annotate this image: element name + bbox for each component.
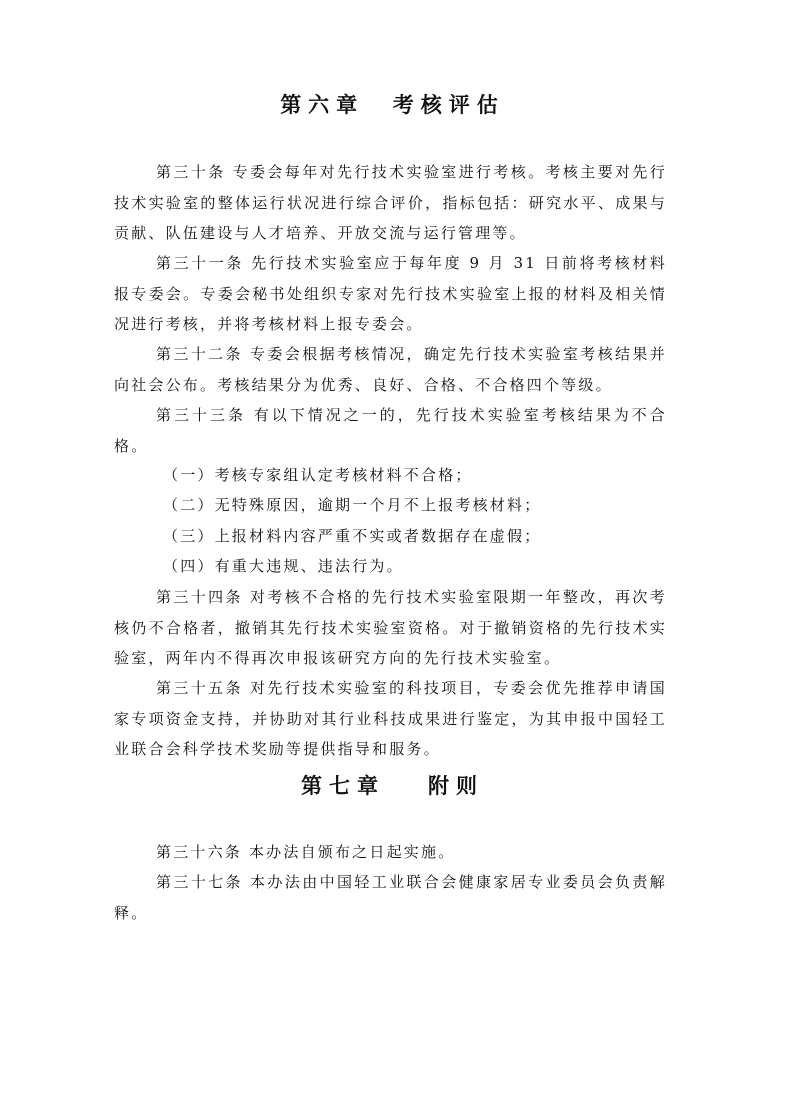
article-32: 第三十二条 专委会根据考核情况，确定先行技术实验室考核结果并向社会公布。考核结果分为优秀、良好、合格、不合格四个等级。 [114,345,667,394]
article-36: 第三十六条 本办法自颁布之日起实施。 [156,843,456,861]
article-30: 第三十条 专委会每年对先行技术实验室进行考核。考核主要对先行技术实验室的整体运行状况进行综合评价，指标包括：研究水平、成果与贡献、队伍建设与人才培养、开放交流与运行管理等。 [114,163,667,242]
article-33-item-1: （一）考核专家组认定考核材料不合格； [163,466,473,484]
article-33: 第三十三条 有以下情况之一的，先行技术实验室考核结果为不合格。 [114,406,667,455]
chapter-7-title: 第七章 附则 [301,774,484,798]
article-35: 第三十五条 对先行技术实验室的科技项目，专委会优先推荐申请国家专项资金支持，并协助对其行业科技成果进行鉴定，为其申报中国轻工业联合会科学技术奖励等提供指导和服务。 [114,679,667,758]
article-33-item-2: （二）无特殊原因，逾期一个月不上报考核材料； [163,496,542,514]
chapter-6-title: 第六章 考核评估 [280,93,505,117]
article-33-item-4: （四）有重大违规、违法行为。 [163,557,404,575]
article-37: 第三十七条 本办法由中国轻工业联合会健康家居专业委员会负责解释。 [114,873,667,922]
article-33-item-3: （三）上报材料内容严重不实或者数据存在虚假； [163,527,542,545]
article-34: 第三十四条 对考核不合格的先行技术实验室限期一年整改，再次考核仍不合格者，撤销其先行技术实验室资格。对于撤销资格的先行技术实验室，两年内不得再次申报该研究方向的先行技术实验室。 [114,588,667,667]
article-31: 第三十一条 先行技术实验室应于每年度 9 月 31 日前将考核材料报专委会。专委会秘书处组织专家对先行技术实验室上报的材料及相关情况进行考核，并将考核材料上报专委会。 [114,254,667,333]
